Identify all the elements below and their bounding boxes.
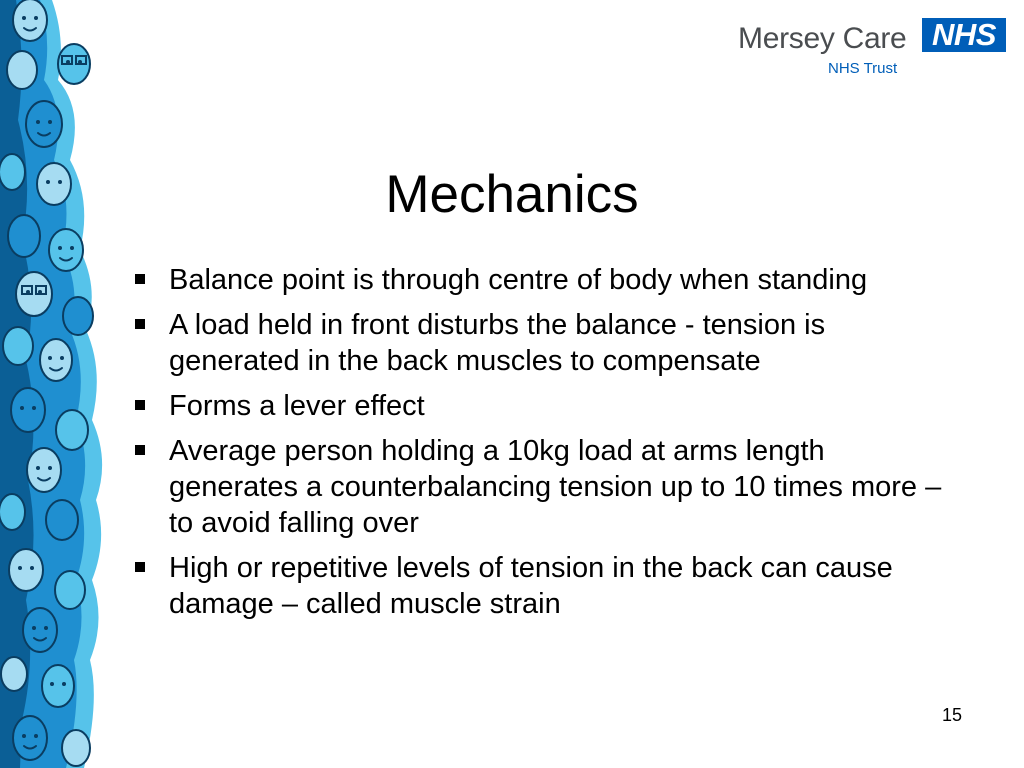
bullet-text: High or repetitive levels of tension in the back can cause damage – called muscle strain [169, 552, 893, 620]
bullet-text: Average person holding a 10kg load at arms length generates a counterbalancing tension up to 10 times more – to avoid falling over [169, 435, 942, 539]
bullet-text: Balance point is through centre of body when standing [169, 264, 868, 296]
bullet-item [128, 262, 958, 298]
bullet-item [128, 388, 958, 424]
square-bullet-icon [135, 445, 145, 455]
mersey-care-nhs-logo [738, 16, 1010, 82]
bullet-item [128, 433, 958, 541]
square-bullet-icon [135, 319, 145, 329]
bullet-text: A load held in front disturbs the balance - tension is generated in the back muscles to compensate [169, 309, 826, 377]
nhs-badge [922, 18, 1006, 52]
square-bullet-icon [135, 562, 145, 572]
bullet-item [128, 550, 958, 622]
slide-title: Mechanics [385, 165, 639, 224]
logo-organisation-name: Mersey Care [738, 22, 907, 55]
bullet-item [128, 307, 958, 379]
people-illustration-icon [0, 0, 112, 768]
bullet-text: Forms a lever effect [169, 390, 425, 422]
square-bullet-icon [135, 400, 145, 410]
bullet-list [128, 262, 958, 631]
logo-subtitle: NHS Trust [828, 60, 898, 77]
nhs-badge-text: NHS [932, 17, 996, 52]
slide-number: 15 [941, 705, 962, 725]
square-bullet-icon [135, 274, 145, 284]
